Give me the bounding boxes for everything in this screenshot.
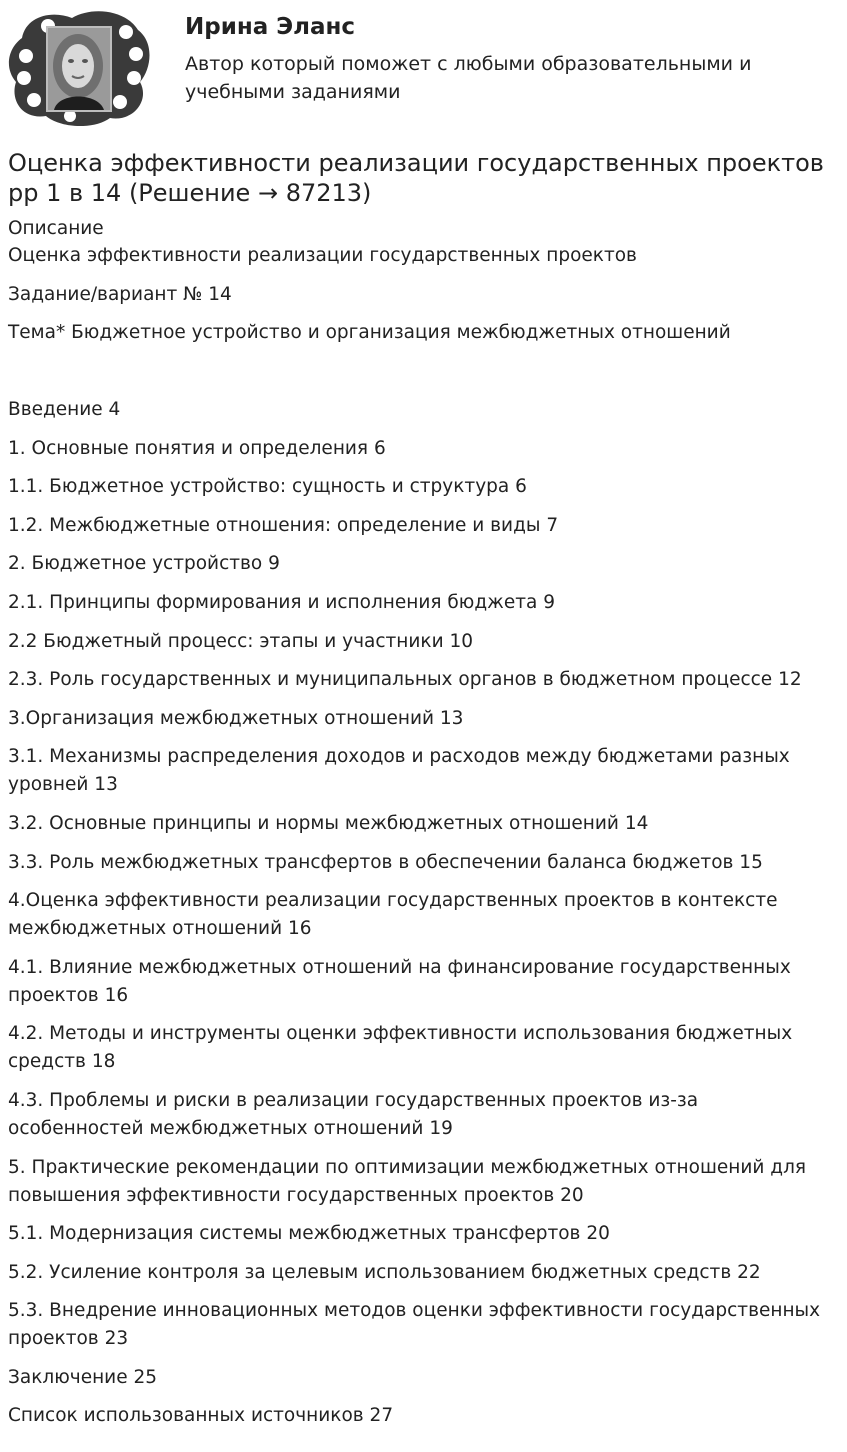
- toc-item: 2.3. Роль государственных и муниципальных органов в бюджетном процессе 12: [8, 669, 802, 691]
- page-title: Оценка эффективности реализации государственных проектов рр 1 в 14 (Решение → 87213): [8, 149, 824, 207]
- toc-item: Заключение 25: [8, 1366, 158, 1388]
- toc-item: 1.2. Межбюджетные отношения: определение и виды 7: [8, 514, 559, 536]
- toc-item: 2.1. Принципы формирования и исполнения бюджета 9: [8, 591, 555, 613]
- toc-item: 3.1. Механизмы распределения доходов и расходов между бюджетами разных уровней 13: [8, 746, 790, 796]
- author-name: Ирина Эланс: [185, 14, 356, 40]
- toc-item: 1.1. Бюджетное устройство: сущность и структура 6: [8, 476, 527, 498]
- author-card: [8, 8, 838, 128]
- toc-item: 1. Основные понятия и определения 6: [8, 437, 386, 459]
- toc-item: 3.2. Основные принципы и нормы межбюджетных отношений 14: [8, 812, 649, 834]
- toc-item: 2. Бюджетное устройство 9: [8, 553, 280, 575]
- toc-item: 4.3. Проблемы и риски в реализации государственных проектов из-за особенностей межбюджетных отношений 19: [8, 1089, 699, 1139]
- author-avatar: [8, 8, 150, 126]
- toc-item: 4.1. Влияние межбюджетных отношений на финансирование государственных проектов 16: [8, 956, 791, 1006]
- toc-item: 5. Практические рекомендации по оптимизации межбюджетных отношений для повышения эффективности государственных проектов 20: [8, 1156, 807, 1206]
- toc-item: 2.2 Бюджетный процесс: этапы и участники 10: [8, 630, 474, 652]
- table-of-contents: [8, 396, 838, 1430]
- toc-item: 4.Оценка эффективности реализации государственных проектов в контексте межбюджетных отношений 16: [8, 890, 778, 940]
- toc-item: 4.2. Методы и инструменты оценки эффективности использования бюджетных средств 18: [8, 1023, 793, 1073]
- variant-text: Задание/вариант № 14: [8, 284, 232, 305]
- topic-text: Тема* Бюджетное устройство и организация межбюджетных отношений: [8, 322, 731, 343]
- toc-item: 3.Организация межбюджетных отношений 13: [8, 707, 464, 729]
- toc-item: Список использованных источников 27: [8, 1405, 394, 1427]
- main-content: [8, 148, 838, 1441]
- toc-item: 3.3. Роль межбюджетных трансфертов в обеспечении баланса бюджетов 15: [8, 851, 763, 873]
- toc-item: 5.2. Усиление контроля за целевым использованием бюджетных средств 22: [8, 1261, 761, 1283]
- author-description: Автор который поможет с любыми образовательными и учебными заданиями: [185, 53, 752, 103]
- toc-item: Введение 4: [8, 399, 121, 420]
- description-label: Описание: [8, 218, 104, 239]
- toc-item: 5.1. Модернизация системы межбюджетных трансфертов 20: [8, 1223, 610, 1245]
- toc-item: 5.3. Внедрение инновационных методов оценки эффективности государственных проектов 23: [8, 1300, 821, 1350]
- description-text: Оценка эффективности реализации государственных проектов: [8, 245, 637, 266]
